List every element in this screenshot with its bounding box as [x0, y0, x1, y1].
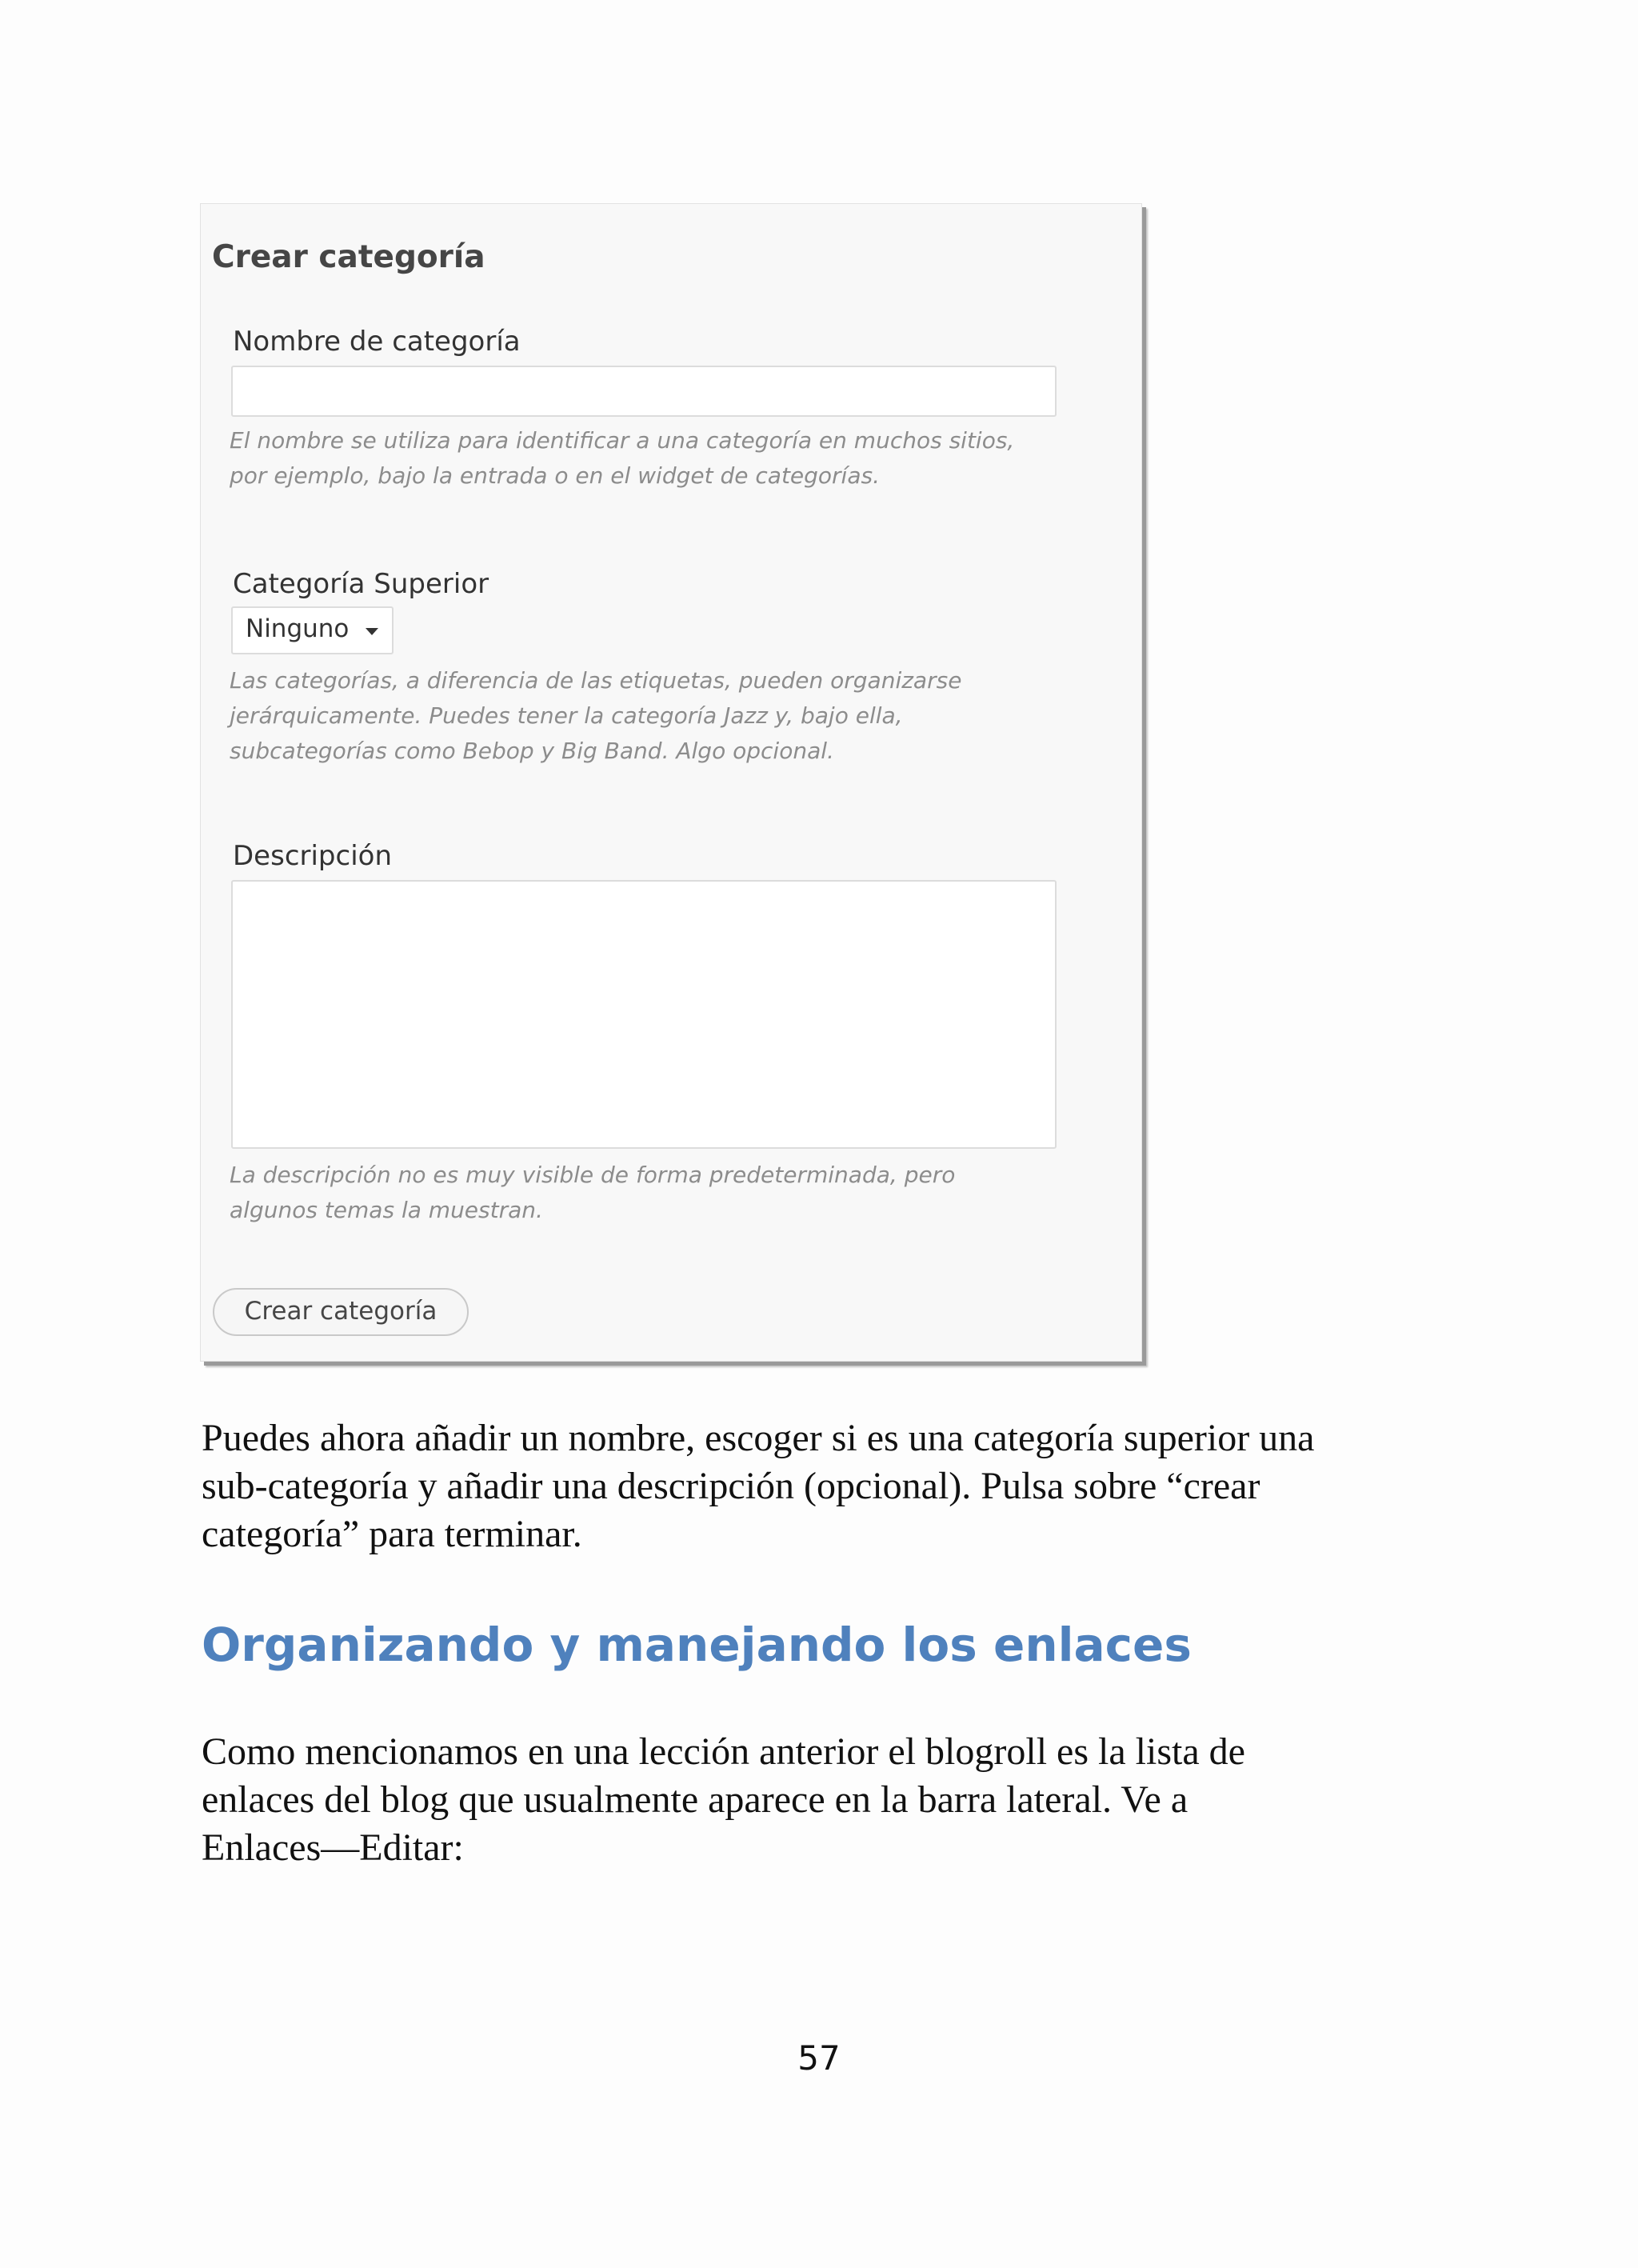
paragraph-line: Puedes ahora añadir un nombre, escoger si es una categoría superior una	[202, 1417, 1315, 1459]
hint-line: El nombre se utiliza para identificar a una categoría en muchos sitios,	[230, 427, 1015, 454]
hint-line: algunos temas la muestran.	[230, 1197, 543, 1223]
parent-category-hint	[230, 663, 1109, 769]
paragraph-line: enlaces del blog que usualmente aparece en la barra lateral. Ve a	[202, 1778, 1189, 1821]
parent-category-label: Categoría Superior	[233, 568, 489, 600]
parent-category-selected-value: Ninguno	[246, 614, 350, 643]
hint-line: subcategorías como Bebop y Big Band. Algo opcional.	[230, 738, 834, 764]
page-number: 57	[797, 2038, 841, 2078]
description-textarea[interactable]	[231, 880, 1057, 1149]
chevron-down-icon	[366, 628, 378, 635]
category-name-hint	[230, 423, 1109, 494]
paragraph-instructions	[202, 1414, 1465, 1558]
hint-line: jerárquicamente. Puedes tener la categoría Jazz y, bajo ella,	[230, 702, 903, 729]
description-hint	[230, 1158, 1109, 1228]
category-name-label: Nombre de categoría	[233, 326, 521, 358]
hint-line: por ejemplo, bajo la entrada o en el widget de categorías.	[230, 462, 880, 489]
paragraph-line: sub-categoría y añadir una descripción (opcional). Pulsa sobre “crear	[202, 1465, 1260, 1507]
parent-category-select[interactable]	[231, 606, 394, 654]
description-label: Descripción	[233, 840, 393, 872]
category-name-input[interactable]	[231, 366, 1057, 417]
hint-line: Las categorías, a diferencia de las etiquetas, pueden organizarse	[230, 667, 962, 694]
section-heading: Organizando y manejando los enlaces	[202, 1618, 1192, 1672]
create-category-button[interactable]: Crear categoría	[213, 1288, 469, 1336]
form-title: Crear categoría	[212, 239, 485, 275]
paragraph-blogroll	[202, 1728, 1465, 1872]
paragraph-line: categoría” para terminar.	[202, 1513, 582, 1555]
paragraph-line: Enlaces—Editar:	[202, 1826, 464, 1869]
paragraph-line: Como mencionamos en una lección anterior el blogroll es la lista de	[202, 1730, 1245, 1773]
create-category-screenshot	[200, 203, 1142, 1362]
hint-line: La descripción no es muy visible de forma predeterminada, pero	[230, 1162, 956, 1188]
